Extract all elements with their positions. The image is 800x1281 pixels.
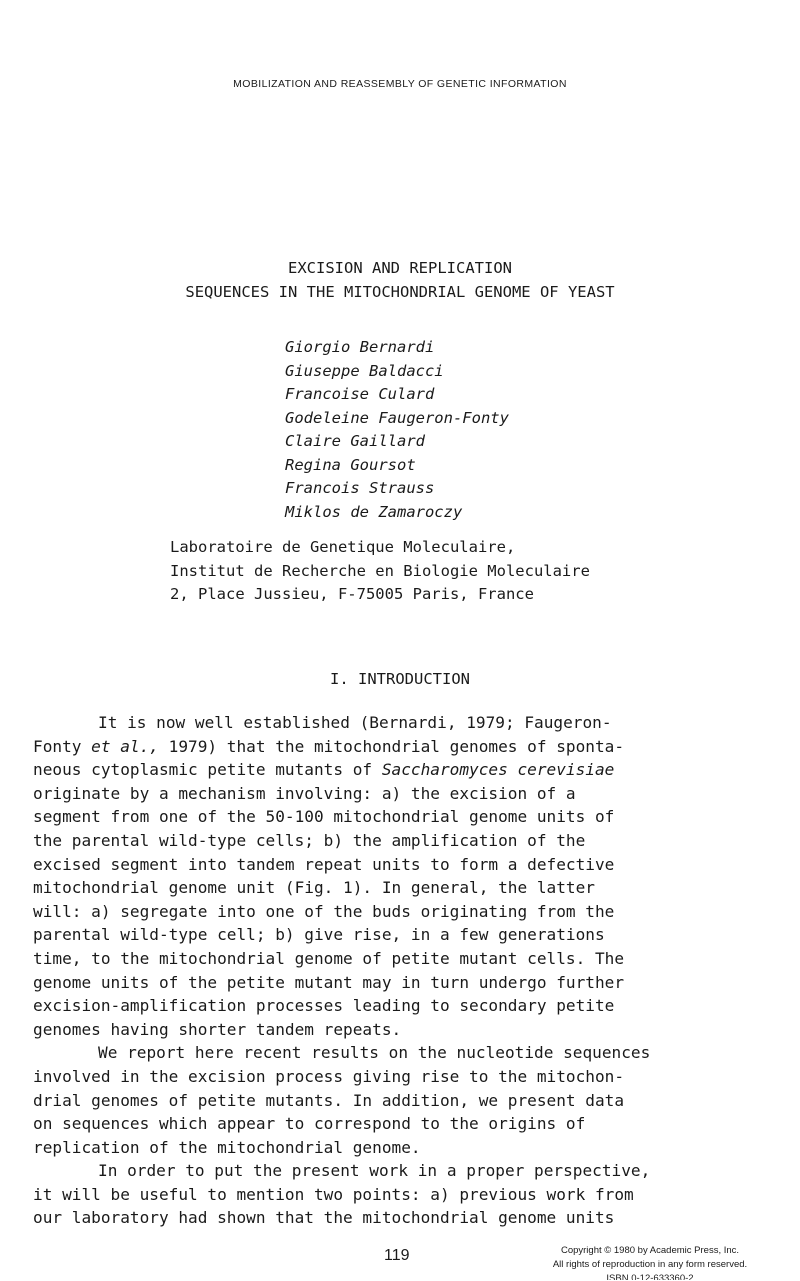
author-name: Giuseppe Baldacci	[285, 361, 444, 380]
affiliation	[170, 536, 590, 607]
body-line: the parental wild-type cells; b) the amplification of the	[33, 830, 586, 850]
body-line: excision-amplification processes leading to secondary petite	[33, 996, 615, 1016]
author-name: Claire Gaillard	[285, 432, 425, 450]
body-italic-span: et al.,	[91, 736, 159, 756]
author-list	[285, 336, 509, 524]
body-italic-span: Saccharomyces cerevisiae	[381, 760, 615, 780]
body-line: excised segment into tandem repeat units to form a defective	[33, 854, 615, 874]
affiliation-line: Institut de Recherche en Biologie Moleculaire	[170, 561, 590, 580]
body-line: will: a) segregate into one of the buds originating from the	[33, 901, 615, 921]
body-line: mitochondrial genome unit (Fig. 1). In general, the latter	[33, 878, 595, 898]
author-name: Francois Strauss	[285, 479, 435, 497]
body-line: It is now well established (Bernardi, 1979; Faugeron-	[98, 713, 612, 732]
body-text-span: neous cytoplasmic petite mutants of	[33, 760, 382, 780]
title-line-1: EXCISION AND REPLICATION	[288, 259, 512, 277]
body-text-span: Fonty	[33, 736, 92, 756]
running-head: MOBILIZATION AND REASSEMBLY OF GENETIC INFORMATION	[233, 78, 567, 90]
isbn-line: ISBN 0-12-633360-2	[606, 1273, 694, 1280]
body-line: We report here recent results on the nucleotide sequences	[98, 1043, 651, 1063]
body-line: on sequences which appear to correspond to the origins of	[33, 1114, 586, 1134]
body-line	[33, 758, 650, 782]
affiliation-line: Laboratoire de Genetique Moleculaire,	[170, 538, 516, 556]
body-line: parental wild-type cell; b) give rise, in a few generations	[33, 925, 605, 945]
body-line: genome units of the petite mutant may in turn undergo further	[33, 972, 625, 992]
copyright-notice	[535, 1244, 765, 1280]
copyright-line: All rights of reproduction in any form reserved.	[552, 1259, 748, 1270]
section-heading: I. INTRODUCTION	[330, 670, 470, 688]
body-line: In order to put the present work in a proper perspective,	[98, 1161, 651, 1181]
body-line: drial genomes of petite mutants. In addition, we present data	[33, 1090, 625, 1110]
body-line: genomes having shorter tandem repeats.	[33, 1019, 402, 1039]
page-number: 119	[384, 1247, 410, 1264]
author-name: Godeleine Faugeron-Fonty	[285, 408, 509, 427]
paper-title	[0, 256, 800, 304]
author-name: Miklos de Zamaroczy	[285, 502, 463, 521]
body-line: our laboratory had shown that the mitochondrial genome units	[33, 1208, 615, 1228]
body-line: replication of the mitochondrial genome.	[33, 1137, 421, 1157]
body-line: originate by a mechanism involving: a) the excision of a	[33, 783, 576, 803]
author-name: Giorgio Bernardi	[285, 338, 435, 356]
title-line-2: SEQUENCES IN THE MITOCHONDRIAL GENOME OF YEAST	[185, 283, 615, 301]
body-text-span: 1979) that the mitochondrial genomes of sponta-	[158, 736, 625, 756]
body-line: involved in the excision process giving rise to the mitochon-	[33, 1066, 625, 1086]
author-name: Regina Goursot	[285, 455, 416, 474]
author-name: Francoise Culard	[285, 385, 435, 403]
body-text	[33, 711, 650, 1230]
affiliation-line: 2, Place Jussieu, F-75005 Paris, France	[170, 585, 534, 603]
body-line	[33, 735, 650, 759]
copyright-line: Copyright © 1980 by Academic Press, Inc.	[560, 1245, 740, 1256]
body-line: segment from one of the 50-100 mitochondrial genome units of	[33, 807, 615, 827]
body-line: time, to the mitochondrial genome of petite mutant cells. The	[33, 948, 625, 968]
body-line: it will be useful to mention two points: a) previous work from	[33, 1184, 634, 1204]
